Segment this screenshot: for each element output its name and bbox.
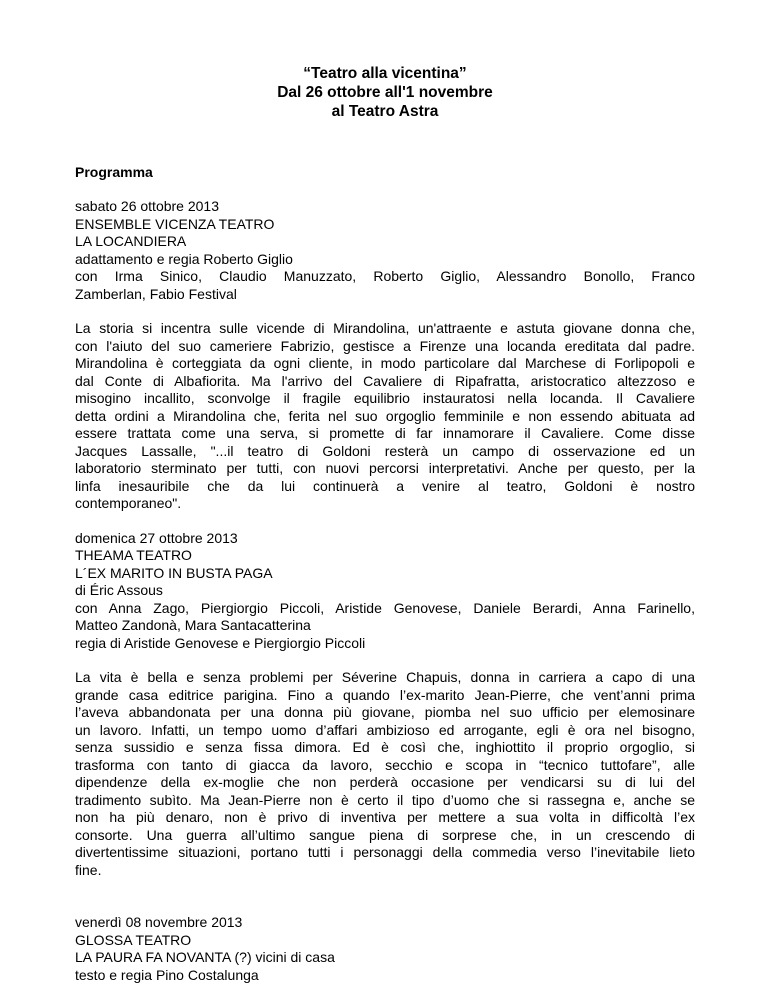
description-line: contemporaneo". [75,495,182,511]
show-entry-3 [75,914,695,984]
show-title: L´EX MARITO IN BUSTA PAGA [75,564,273,581]
description-line: tradimento subìto. Ma Jean-Pierre non è certo il tipo d’uomo che si rassegna e, anche se [75,791,695,808]
description-line: l’aveva abbandonata per una donna più giovane, piomba nel suo ufficio per elemosinare [75,704,695,720]
description-line: divertentissime situazioni, portano tutti i personaggi della commedia verso l’inevitabile lieto [75,844,695,860]
show-description-1 [75,320,695,513]
show-entry-1 [75,198,695,303]
description-line: dal Conte di Albafiorita. Ma l'arrivo del Cavaliere di Ripafratta, aristocratico altezzoso e [75,372,695,389]
show-title: LA LOCANDIERA [75,233,187,249]
description-line: detta ordini a Mirandolina che, ferita nel suo orgoglio femminile e non essendo abituata ad [75,407,695,424]
show-company: GLOSSA TEATRO [75,931,192,948]
description-line: dipendenze della ex-moglie che non perderà occasione per vendicarsi su di lui del [75,774,695,790]
title-line-3: al Teatro Astra [331,103,439,120]
description-line: consorte. Una guerra all’ultimo sangue piena di sorprese che, in un crescendo di [75,826,695,843]
show-direction: regia di Aristide Genovese e Piergiorgio Piccoli [75,634,366,651]
description-line: trasforma con tanto di giacca da lavoro, secchio e scopa in “tecnico tuttofare”, alle [75,756,695,773]
show-date: venerdì 08 novembre 2013 [75,914,243,930]
description-line: La storia si incentra sulle vicende di Mirandolina, un'attraente e astuta giovane donna che, [75,320,695,336]
document-title [75,64,695,121]
show-cast-line: Zamberlan, Fabio Festival [75,285,237,302]
description-line: senza sussidio e senza fissa dimora. Ed è così che, inghiottito il proprio orgoglio, si [75,739,695,755]
description-line: un lavoro. Infatti, un tempo uomo d’affari ambizioso ed arrogante, egli è ora nel bisogno, [75,721,695,738]
show-cast-line: con Irma Sinico, Claudio Manuzzato, Roberto Giglio, Alessandro Bonollo, Franco [75,268,695,284]
description-line: misogino incallito, sconvolge il fragile equilibrio instauratosi nella locanda. Il Cavaliere [75,390,695,406]
show-company: THEAMA TEATRO [75,547,192,563]
show-entry-2 [75,530,695,653]
description-line: non ha più denaro, non è privo di inventiva per mettere a sua volta in difficoltà l’ex [75,809,695,825]
section-heading-programma: Programma [75,164,153,180]
show-credit: testo e regia Pino Costalunga [75,966,259,983]
show-date: domenica 27 ottobre 2013 [75,529,238,546]
show-cast-line: Matteo Zandonà, Mara Santacatterina [75,617,311,633]
description-line: La vita è bella e senza problemi per Séverine Chapuis, donna in carriera a capo di una [75,669,695,685]
description-line: grande casa editrice parigina. Fino a quando l’ex-marito Jean-Pierre, che vent’anni prima [75,686,695,703]
description-line: essere trattata come una serva, si promette di far innamorare il Cavaliere. Come disse [75,425,695,441]
description-line: Jacques Lassalle, "...il teatro di Goldoni resterà un campo di osservazione ed un [75,442,695,459]
show-title: LA PAURA FA NOVANTA (?) vicini di casa [75,949,335,965]
show-credit: adattamento e regia Roberto Giglio [75,250,293,267]
show-company: ENSEMBLE VICENZA TEATRO [75,215,275,232]
description-line: linfa inesauribile che da lui continuerà a venire al teatro, Goldoni è nostro [75,477,695,494]
title-line-2: Dal 26 ottobre all'1 novembre [277,84,493,101]
description-line: con l'aiuto del suo cameriere Fabrizio, gestisce a Firenze una locanda ereditata dal padre. [75,337,695,354]
description-line: Mirandolina è corteggiata da ogni cliente, in modo particolare dal Marchese di Forlipopoli e [75,355,695,371]
show-date: sabato 26 ottobre 2013 [75,198,220,214]
show-cast-line: con Anna Zago, Piergiorgio Piccoli, Aristide Genovese, Daniele Berardi, Anna Farinello, [75,599,695,616]
show-description-2 [75,669,695,879]
title-line-1: “Teatro alla vicentina” [303,65,467,82]
description-line: laboratorio sterminato per tutti, con nuovi percorsi interpretativi. Anche per questo, per la [75,460,695,476]
show-credit: di Éric Assous [75,582,163,598]
description-line: fine. [75,861,102,878]
document-page [75,64,695,1001]
